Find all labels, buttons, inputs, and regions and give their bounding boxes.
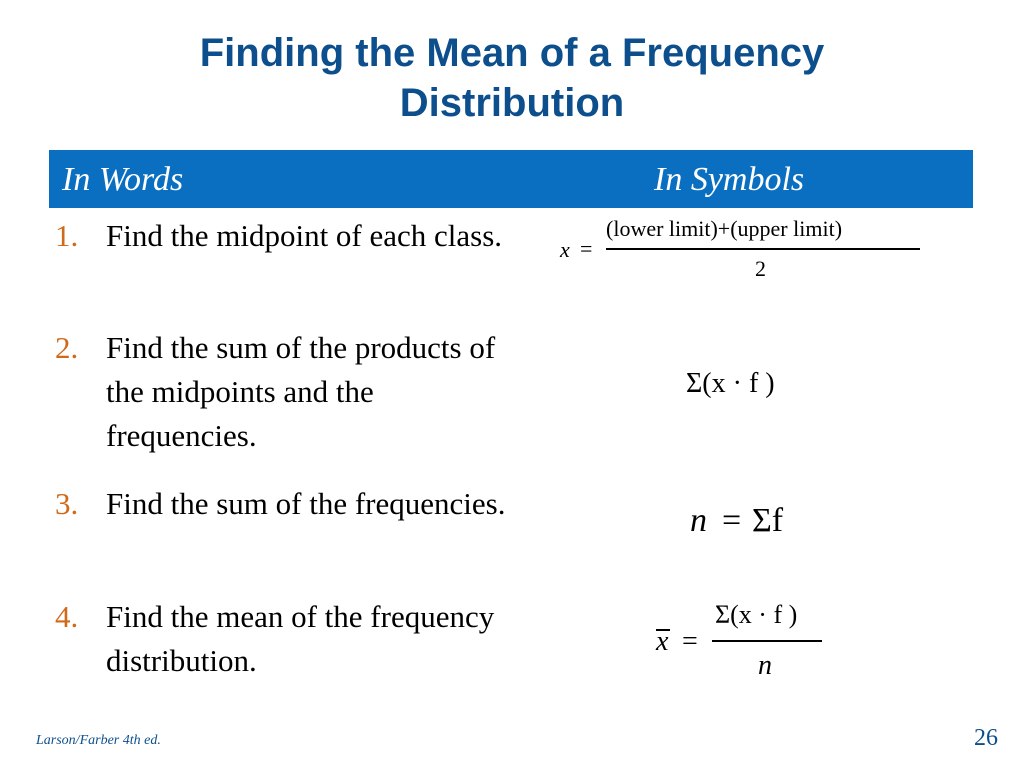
- n-variable: n: [690, 502, 707, 539]
- step-text: Find the midpoint of each class.: [106, 218, 503, 253]
- mean-fraction-bar: [712, 640, 822, 642]
- midpoint-equals: =: [580, 236, 593, 261]
- midpoint-fraction-bar: [606, 248, 920, 250]
- sum-products-formula: Σ(x · f ): [686, 368, 775, 399]
- page-number: 26: [974, 725, 998, 751]
- step-number: 4.: [55, 599, 79, 634]
- step-text: Find the sum of the frequencies.: [106, 486, 506, 521]
- n-equals: =: [722, 502, 742, 539]
- step-text: Find the sum of the products of the midpoints and the frequencies.: [106, 330, 496, 453]
- table-header: [49, 150, 973, 208]
- header-in-symbols: In Symbols: [654, 161, 805, 198]
- step-number: 2.: [55, 330, 79, 365]
- footer-source: Larson/Farber 4th ed.: [36, 733, 161, 748]
- mean-equals: =: [682, 626, 698, 657]
- slide-title-line1: Finding the Mean of a Frequency: [199, 31, 825, 75]
- midpoint-numerator: (lower limit)+(upper limit): [606, 216, 843, 241]
- step-number: 1.: [55, 218, 79, 253]
- n-sum: Σf: [752, 502, 784, 539]
- slide-title-line2: Distribution: [399, 81, 625, 125]
- step-number: 3.: [55, 486, 79, 521]
- step-text: Find the mean of the frequency distribution.: [106, 599, 495, 678]
- header-in-words: In Words: [62, 161, 184, 198]
- midpoint-variable: x: [560, 237, 570, 262]
- slide-title: [0, 28, 1024, 128]
- mean-numerator: Σ(x · f ): [715, 600, 798, 629]
- midpoint-denominator: 2: [755, 256, 766, 281]
- mean-denominator: n: [758, 650, 772, 681]
- mean-variable: x: [656, 626, 669, 657]
